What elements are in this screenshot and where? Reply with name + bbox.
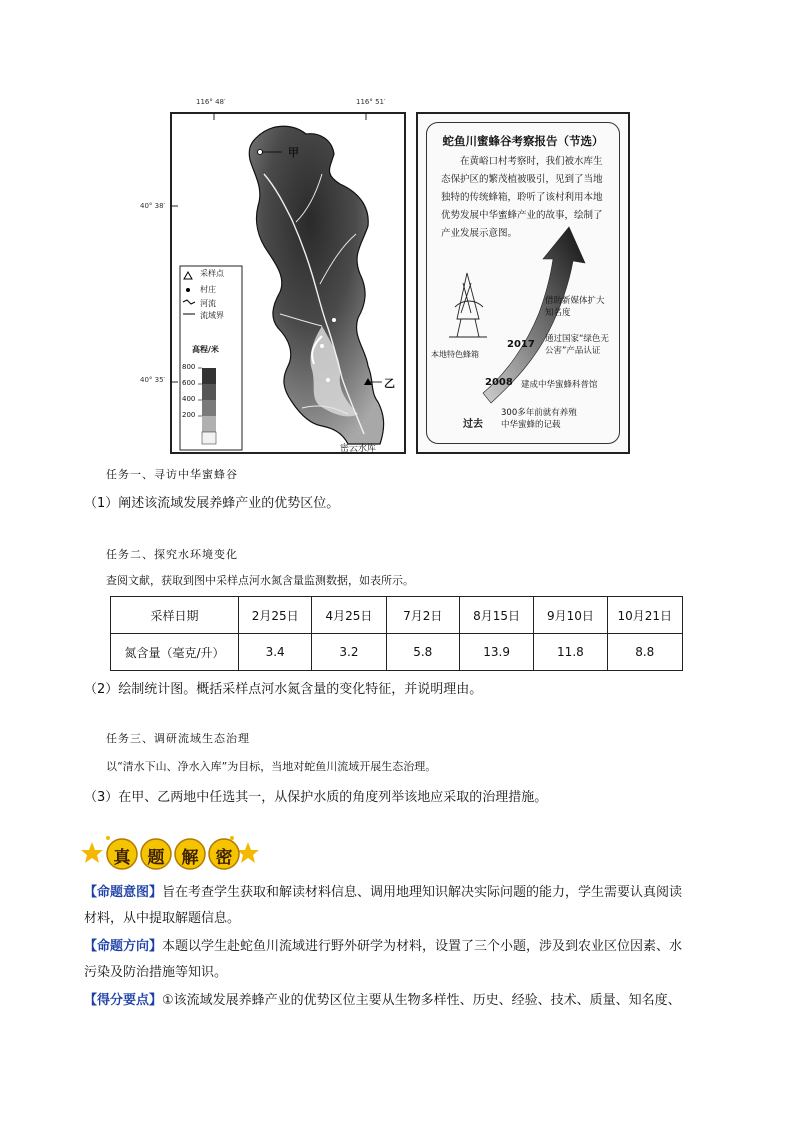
industry-arrow-diagram	[427, 123, 623, 447]
basin-map-drawing	[172, 114, 404, 452]
label-jia: 甲	[288, 146, 299, 159]
table-cell-date: 4月25日	[312, 597, 386, 634]
table-cell-date: 9月10日	[534, 597, 607, 634]
reservoir-label: 密云水库	[340, 444, 377, 454]
analysis-intent-cont: 材料，从中提取解题信息。	[84, 911, 241, 926]
table-cell-date: 10月21日	[607, 597, 682, 634]
analysis-intent	[84, 880, 724, 906]
table-cell-value: 13.9	[459, 634, 533, 671]
task1-title: 任务一、寻访中华蜜蜂谷	[106, 468, 238, 481]
banner-char: 解	[181, 848, 199, 868]
banner-char: 题	[147, 848, 165, 868]
star-icon	[81, 842, 103, 863]
intent-tag: 【命题意图】	[84, 885, 163, 900]
banner-char: 真	[113, 848, 131, 868]
task3-title: 任务三、调研流域生态治理	[106, 732, 250, 745]
label-yi: 乙	[384, 377, 395, 390]
direction-tag: 【命题方向】	[84, 939, 163, 954]
analysis-direction	[84, 934, 724, 960]
table-cell-date: 2月25日	[239, 597, 312, 634]
milestone-text-1: 借助新媒体扩大知名度	[545, 296, 605, 318]
hive-caption: 本地特色蜂箱	[431, 350, 479, 359]
beehive-sketch	[449, 273, 487, 337]
analysis-points	[84, 988, 724, 1014]
milestone-text-2: 通过国家“绿色无公害”产品认证	[545, 334, 609, 356]
table-header-dates: 采样日期	[111, 597, 239, 634]
section-banner	[80, 832, 260, 874]
legend-basin-boundary: 流域界	[200, 311, 224, 320]
banner-char: 密	[215, 848, 233, 868]
elevation-tick-800: 800	[182, 363, 196, 371]
table-cell-value: 5.8	[386, 634, 459, 671]
elevation-tick-400: 400	[182, 395, 196, 403]
legend-village: 村庄	[200, 285, 216, 294]
legend-elevation-title: 高程/米	[192, 345, 219, 354]
task2-intro: 查阅文献，获取到图中采样点河水氮含量监测数据，如表所示。	[106, 574, 414, 587]
elevation-tick-600: 600	[182, 379, 196, 387]
nitrogen-data-table	[110, 596, 683, 671]
basin-map	[170, 112, 406, 454]
legend-sample-point: 采样点	[200, 269, 224, 278]
table-cell-date: 8月15日	[459, 597, 533, 634]
task3-intro: 以“清水下山、净水入库”为目标，当地对蛇鱼川流域开展生态治理。	[106, 760, 437, 773]
lat-label-top: 40° 38′	[140, 202, 166, 210]
points-line1: ①该流域发展养蜂产业的优势区位主要从生物多样性、历史、经验、技术、质量、知名度、	[162, 993, 681, 1008]
task2-question: （2）绘制统计图。概括采样点河水氮含量的变化特征，并说明理由。	[84, 682, 483, 697]
milestone-year-3: 2008	[485, 377, 513, 388]
table-cell-value: 11.8	[534, 634, 607, 671]
task1-question: （1）阐述该流域发展养蜂产业的优势区位。	[84, 496, 340, 511]
table-cell-value: 3.2	[312, 634, 386, 671]
table-cell-value: 8.8	[607, 634, 682, 671]
table-cell-value: 3.4	[239, 634, 312, 671]
star-icon	[237, 842, 259, 863]
milestone-year-2: 2017	[507, 339, 535, 350]
milestone-year-4: 过去	[463, 419, 483, 430]
lat-label-bottom: 40° 35′	[140, 376, 166, 384]
report-title: 蛇鱼川蜜蜂谷考察报告（节选）	[442, 134, 604, 148]
direction-line1: 本题以学生赴蛇鱼川流域进行野外研学为材料，设置了三个小题，涉及到农业区位因素、水	[162, 939, 683, 954]
task3-question: （3）在甲、乙两地中任选其一，从保护水质的角度列举该地应采取的治理措施。	[84, 790, 548, 805]
elevation-tick-200: 200	[182, 411, 196, 419]
analysis-direction-cont: 污染及防治措施等知识。	[84, 965, 228, 980]
report-frame	[426, 122, 620, 444]
lon-label-right: 116° 51′	[356, 98, 386, 106]
legend-river: 河流	[200, 299, 216, 308]
table-row	[111, 597, 683, 634]
table-row	[111, 634, 683, 671]
table-header-values: 氮含量（毫克/升）	[111, 634, 239, 671]
report-text: 在黄峪口村考察时，我们被水库生态保护区的繁茂植被吸引，见到了当地独特的传统蜂箱，聆听了该村利用本地优势发展中华蜜蜂产业的故事，绘制了产业发展示意图。	[441, 156, 603, 239]
milestone-text-3: 建成中华蜜蜂科普馆	[521, 380, 598, 390]
table-cell-date: 7月2日	[386, 597, 459, 634]
task2-title: 任务二、探究水环境变化	[106, 548, 238, 561]
report-panel	[416, 112, 630, 454]
intent-line1: 旨在考查学生获取和解读材料信息、调用地理知识解决实际问题的能力，学生需要认真阅读	[162, 885, 683, 900]
points-tag: 【得分要点】	[84, 993, 163, 1008]
lon-label-left: 116° 48′	[196, 98, 226, 106]
milestone-text-4: 300多年前就有养殖中华蜜蜂的记载	[501, 408, 577, 430]
